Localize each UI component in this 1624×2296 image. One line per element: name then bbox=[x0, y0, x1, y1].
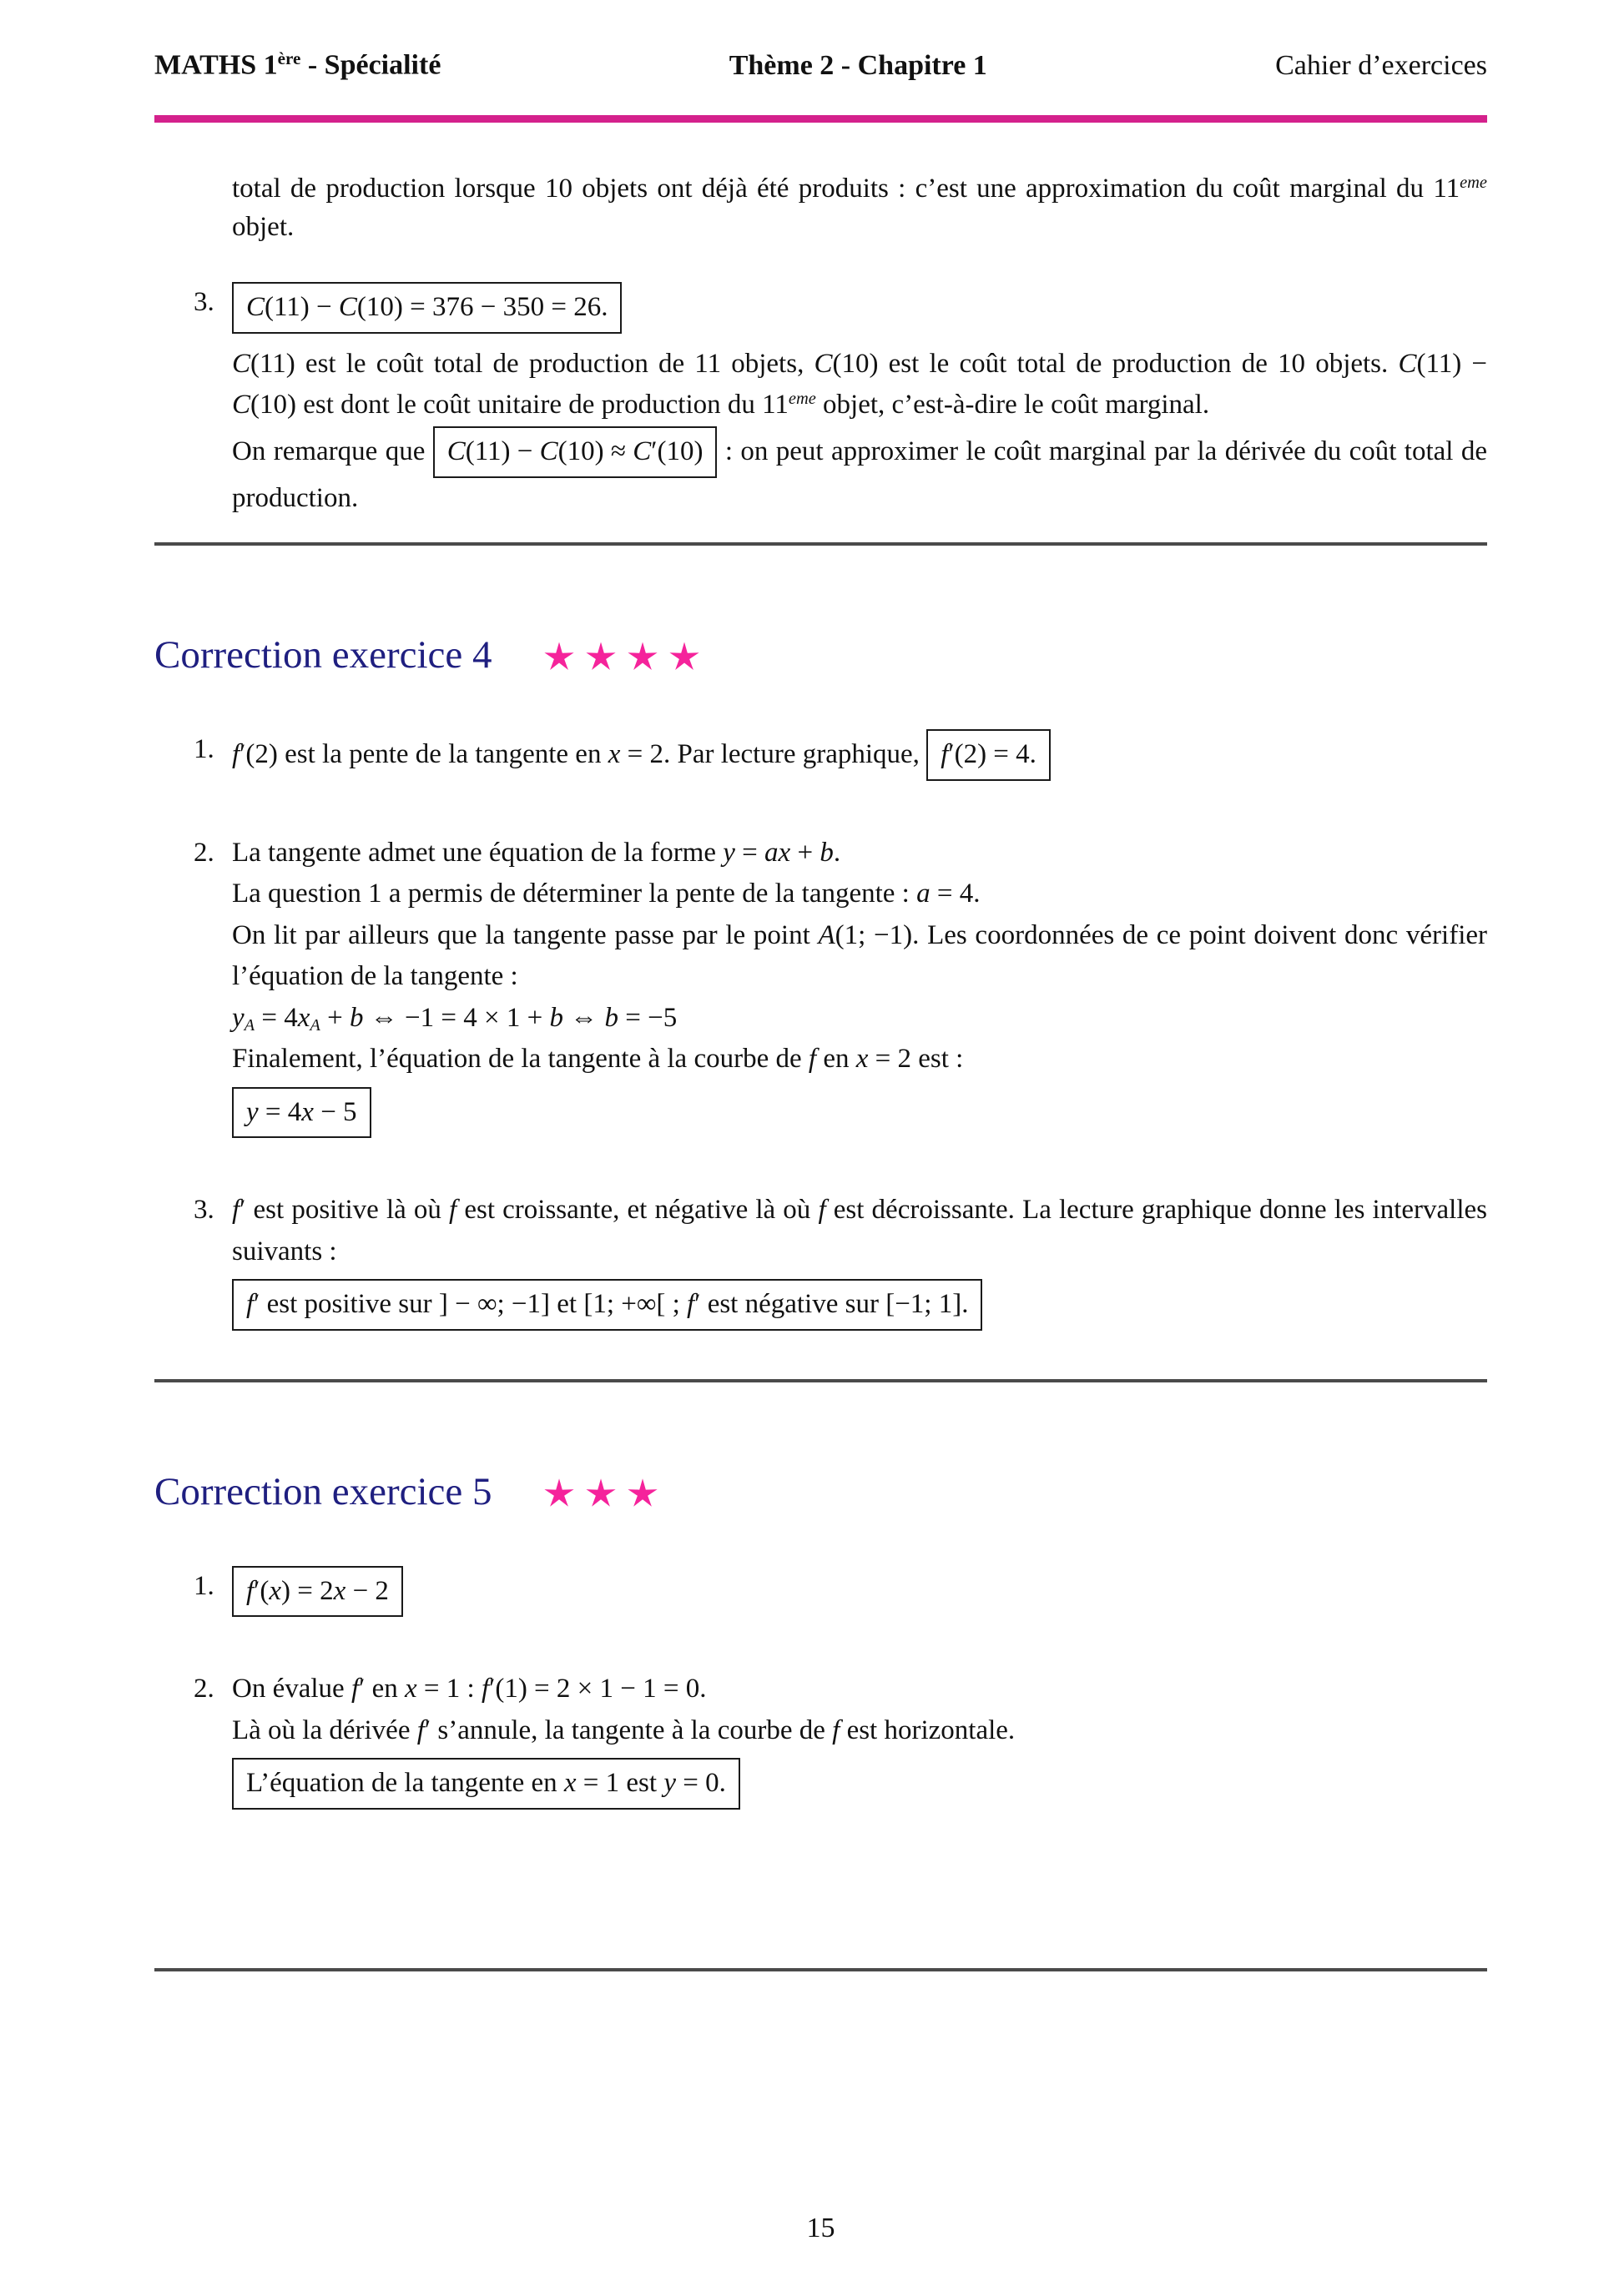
item-number: 2. bbox=[194, 1674, 214, 1704]
item-number: 3. bbox=[194, 287, 214, 318]
section-title-text: Correction exercice 4 bbox=[154, 633, 492, 677]
section-heading-exercise-4 bbox=[154, 632, 1487, 677]
star-icon bbox=[586, 1478, 617, 1509]
formula-box-horizontal-tangent-equation: L’équation de la tangente en x = 1 est y = 0. bbox=[232, 1758, 740, 1810]
slope-reading-line bbox=[232, 729, 1487, 781]
exercise5-item-1 bbox=[194, 1566, 1487, 1618]
conclusion-line: Finalement, l’équation de la tangente à la courbe de f en x = 2 est : bbox=[232, 1044, 964, 1075]
item-number: 1. bbox=[194, 734, 214, 764]
item-number: 2. bbox=[194, 837, 214, 868]
section-divider bbox=[154, 542, 1487, 546]
header-booklet-name: Cahier d’exercices bbox=[1275, 49, 1487, 81]
sign-explanation-paragraph: f′ est positive là où f est croissante, et négative là où f est décroissante. La lecture graphique donne les intervalles suivants : bbox=[232, 1195, 1487, 1266]
header-theme-chapter: Thème 2 - Chapitre 1 bbox=[729, 49, 987, 81]
star-icon bbox=[544, 642, 575, 673]
remark-pre-text: On remarque que bbox=[232, 436, 433, 466]
section-heading-exercise-5 bbox=[154, 1469, 1487, 1514]
header-rule bbox=[154, 115, 1487, 123]
item-body bbox=[232, 282, 1487, 519]
exercise3-item-3 bbox=[194, 282, 1487, 519]
formula-box-cost-difference: C(11) − C(10) = 376 − 350 = 26. bbox=[232, 282, 622, 334]
section-divider bbox=[154, 1379, 1487, 1382]
star-icon bbox=[628, 642, 658, 673]
exercise4-item-3 bbox=[194, 1190, 1487, 1331]
page-number: 15 bbox=[806, 2213, 835, 2243]
item-body bbox=[232, 833, 1487, 1139]
b-computation-line: yA = 4xA + b ⇔ −1 = 4 × 1 + b ⇔ b = −5 bbox=[232, 1002, 678, 1035]
slope-found-line: La question 1 a permis de déterminer la pente de la tangente : a = 4. bbox=[232, 879, 981, 909]
star-icon bbox=[628, 1478, 658, 1509]
exercise5-item-2 bbox=[194, 1669, 1487, 1810]
header-course-title: MATHS 1ère - Spécialité bbox=[154, 48, 441, 81]
difficulty-stars bbox=[544, 642, 700, 673]
evaluate-derivative-line: On évalue f′ en x = 1 : f′(1) = 2 × 1 − 1 = 0. bbox=[232, 1674, 707, 1704]
exercise4-item-2 bbox=[194, 833, 1487, 1139]
formula-box-derivative: f′(x) = 2x − 2 bbox=[232, 1566, 403, 1618]
intro-paragraph: total de production lorsque 10 objets ont déjà été produits : c’est une approximation du coût marginal du 11eme objet. bbox=[232, 173, 1487, 243]
difficulty-stars bbox=[544, 1478, 658, 1509]
remark-paragraph bbox=[232, 426, 1487, 519]
star-icon bbox=[544, 1478, 575, 1509]
exercise4-item-1 bbox=[194, 729, 1487, 781]
cost-explanation-paragraph: C(11) est le coût total de production de 11 objets, C(10) est le coût total de production de 10 objets. C(11) − C(10) est dont le coût unitaire de production du 11eme objet, c’est-à-dire le coût marginal. bbox=[232, 348, 1487, 420]
page-header bbox=[0, 0, 1624, 82]
formula-box-fprime2: f′(2) = 4. bbox=[926, 729, 1051, 781]
item-body bbox=[232, 729, 1487, 781]
tangent-form-line: La tangente admet une équation de la forme y = ax + b. bbox=[232, 837, 841, 868]
footer-divider bbox=[154, 1968, 1487, 1971]
item-body bbox=[232, 1566, 1487, 1618]
item-number: 1. bbox=[194, 1570, 214, 1601]
horizontal-tangent-line: Là où la dérivée f′ s’annule, la tangente à la courbe de f est horizontale. bbox=[232, 1714, 1016, 1745]
formula-box-sign-intervals: f′ est positive sur ] − ∞; −1] et [1; +∞[ ; f′ est négative sur [−1; 1]. bbox=[232, 1279, 982, 1331]
section-title-text: Correction exercice 5 bbox=[154, 1469, 492, 1513]
item-body bbox=[232, 1669, 1487, 1810]
slope-reading-text: f′(2) est la pente de la tangente en x = 2. Par lecture graphique, bbox=[232, 739, 927, 769]
remark-post-text: : on peut approximer le coût marginal par la dérivée du coût total de production. bbox=[232, 436, 1487, 513]
star-icon bbox=[669, 642, 700, 673]
formula-box-approximation: C(11) − C(10) ≈ C′(10) bbox=[433, 426, 718, 478]
star-icon bbox=[586, 642, 617, 673]
point-A-paragraph: On lit par ailleurs que la tangente passe par le point A(1; −1). Les coordonnées de ce point doivent donc vérifier l’équation de la tangente : bbox=[232, 919, 1487, 992]
item-number: 3. bbox=[194, 1195, 214, 1226]
formula-box-tangent-equation: y = 4x − 5 bbox=[232, 1087, 371, 1139]
item-body bbox=[232, 1190, 1487, 1331]
